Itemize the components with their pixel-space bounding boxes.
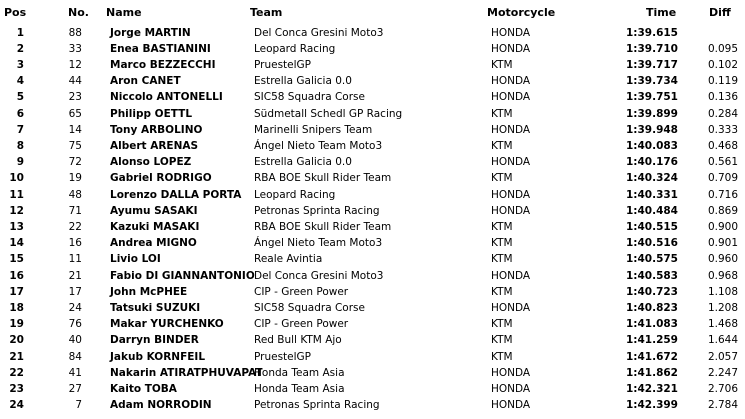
row-diff: 0.119 [707, 75, 738, 88]
row-motorcycle: KTM [491, 220, 513, 233]
row-pos: 1 [16, 26, 24, 39]
row-pos: 10 [9, 172, 24, 185]
row-team: Petronas Sprinta Racing [254, 204, 380, 217]
row-number: 21 [68, 269, 82, 282]
row-pos: 5 [16, 91, 24, 104]
row-motorcycle: HONDA [491, 382, 531, 395]
row-rider-name: Alonso LOPEZ [110, 156, 192, 169]
row-time: 1:39.717 [625, 58, 678, 71]
row-rider-name: Aron CANET [110, 75, 181, 88]
row-pos: 4 [16, 75, 24, 88]
row-time: 1:39.710 [625, 42, 678, 55]
header-motorcycle: Motorcycle [487, 6, 556, 19]
row-team: Del Conca Gresini Moto3 [254, 26, 384, 39]
row-time: 1:40.515 [625, 220, 678, 233]
row-team: Estrella Galicia 0.0 [254, 156, 352, 169]
row-diff: 2.057 [707, 350, 738, 363]
table-row [0, 300, 745, 316]
row-pos: 18 [9, 301, 24, 314]
row-time: 1:39.734 [625, 75, 678, 88]
row-pos: 17 [9, 285, 24, 298]
row-number: 72 [68, 156, 82, 169]
row-diff: 0.561 [707, 156, 738, 169]
row-rider-name: Adam NORRODIN [110, 399, 212, 412]
row-pos: 6 [16, 107, 24, 120]
row-time: 1:40.823 [625, 301, 678, 314]
row-time: 1:40.083 [625, 139, 678, 152]
row-number: 23 [68, 91, 82, 104]
row-pos: 3 [16, 58, 24, 71]
row-diff: 0.709 [707, 172, 738, 185]
row-pos: 11 [9, 188, 24, 201]
row-time: 1:40.575 [625, 253, 678, 266]
row-team: Red Bull KTM Ajo [254, 334, 342, 347]
row-motorcycle: HONDA [491, 75, 531, 88]
table-row [0, 73, 745, 89]
row-motorcycle: HONDA [491, 91, 531, 104]
row-motorcycle: KTM [491, 58, 513, 71]
row-number: 88 [68, 26, 82, 39]
row-rider-name: Tony ARBOLINO [110, 123, 203, 136]
row-number: 7 [75, 399, 82, 412]
row-diff: 0.900 [707, 220, 738, 233]
row-pos: 23 [9, 382, 24, 395]
row-number: 41 [68, 366, 82, 379]
row-diff: 1.108 [707, 285, 738, 298]
table-row [0, 89, 745, 105]
row-time: 1:41.259 [625, 334, 678, 347]
row-time: 1:39.948 [625, 123, 678, 136]
row-number: 14 [68, 123, 82, 136]
row-number: 75 [68, 139, 82, 152]
table-row [0, 187, 745, 203]
table-row [0, 203, 745, 219]
row-motorcycle: KTM [491, 139, 513, 152]
row-motorcycle: HONDA [491, 366, 531, 379]
row-rider-name: Fabio DI GIANNANTONIO [110, 269, 255, 282]
row-pos: 7 [16, 123, 24, 136]
row-pos: 21 [9, 350, 24, 363]
row-rider-name: Makar YURCHENKO [110, 318, 224, 331]
table-row [0, 235, 745, 251]
row-rider-name: Marco BEZZECCHI [110, 58, 216, 71]
table-row [0, 106, 745, 122]
row-rider-name: Philipp OETTL [110, 107, 193, 120]
row-diff: 2.247 [707, 366, 738, 379]
row-motorcycle: KTM [491, 172, 513, 185]
row-diff: 0.960 [707, 253, 738, 266]
table-row [0, 365, 745, 381]
row-rider-name: Kaito TOBA [110, 382, 177, 395]
row-rider-name: Nakarin ATIRATPHUVAPAT [110, 366, 263, 379]
row-number: 22 [68, 220, 82, 233]
header-no: No. [68, 6, 89, 19]
row-motorcycle: KTM [491, 318, 513, 331]
row-diff: 0.102 [707, 58, 738, 71]
row-motorcycle: KTM [491, 107, 513, 120]
row-pos: 16 [9, 269, 24, 282]
row-motorcycle: HONDA [491, 269, 531, 282]
table-row [0, 25, 745, 41]
row-rider-name: Kazuki MASAKI [110, 220, 200, 233]
row-pos: 24 [9, 399, 24, 412]
row-time: 1:40.723 [625, 285, 678, 298]
row-number: 12 [68, 58, 82, 71]
row-motorcycle: HONDA [491, 26, 531, 39]
row-diff: 0.968 [707, 269, 738, 282]
row-rider-name: Jakub KORNFEIL [110, 350, 206, 363]
row-motorcycle: HONDA [491, 42, 531, 55]
row-time: 1:40.516 [625, 237, 678, 250]
row-time: 1:41.672 [625, 350, 678, 363]
row-team: Del Conca Gresini Moto3 [254, 269, 384, 282]
row-team: RBA BOE Skull Rider Team [254, 172, 392, 185]
row-time: 1:42.321 [625, 382, 678, 395]
row-time: 1:40.484 [625, 204, 678, 217]
row-diff: 0.095 [707, 42, 738, 55]
row-number: 17 [68, 285, 82, 298]
row-pos: 13 [9, 220, 24, 233]
row-number: 24 [68, 301, 82, 314]
row-pos: 12 [9, 204, 24, 217]
row-diff: 1.208 [707, 301, 738, 314]
table-row [0, 316, 745, 332]
row-motorcycle: HONDA [491, 123, 531, 136]
row-time: 1:40.324 [625, 172, 678, 185]
row-rider-name: Andrea MIGNO [110, 237, 197, 250]
row-pos: 9 [16, 156, 24, 169]
row-pos: 15 [9, 253, 24, 266]
row-rider-name: Enea BASTIANINI [110, 42, 211, 55]
row-motorcycle: HONDA [491, 301, 531, 314]
row-time: 1:42.399 [625, 399, 678, 412]
row-rider-name: Tatsuki SUZUKI [110, 301, 201, 314]
row-motorcycle: KTM [491, 350, 513, 363]
row-diff: 1.644 [707, 334, 738, 347]
row-time: 1:41.862 [625, 366, 678, 379]
row-rider-name: Lorenzo DALLA PORTA [110, 188, 242, 201]
row-diff: 0.468 [707, 139, 738, 152]
table-row [0, 138, 745, 154]
table-row [0, 284, 745, 300]
table-row [0, 170, 745, 186]
row-number: 44 [68, 75, 82, 88]
row-pos: 22 [9, 366, 24, 379]
row-motorcycle: HONDA [491, 156, 531, 169]
row-rider-name: Darryn BINDER [110, 334, 199, 347]
table-row [0, 332, 745, 348]
row-motorcycle: KTM [491, 334, 513, 347]
row-team: Marinelli Snipers Team [254, 123, 373, 136]
row-motorcycle: KTM [491, 285, 513, 298]
row-number: 84 [68, 350, 82, 363]
row-number: 40 [68, 334, 82, 347]
row-team: PruestelGP [254, 350, 312, 363]
row-number: 11 [68, 253, 82, 266]
row-rider-name: Niccolo ANTONELLI [110, 91, 223, 104]
row-time: 1:41.083 [625, 318, 678, 331]
table-row [0, 154, 745, 170]
row-team: RBA BOE Skull Rider Team [254, 220, 392, 233]
row-number: 16 [68, 237, 82, 250]
row-team: Leopard Racing [254, 188, 336, 201]
header-pos: Pos [4, 6, 27, 19]
row-time: 1:39.615 [625, 26, 678, 39]
row-team: SIC58 Squadra Corse [254, 91, 365, 104]
table-row [0, 397, 745, 413]
row-team: CIP - Green Power [254, 318, 349, 331]
row-diff: 0.901 [707, 237, 738, 250]
row-pos: 14 [9, 237, 24, 250]
row-team: SIC58 Squadra Corse [254, 301, 365, 314]
row-pos: 8 [16, 139, 24, 152]
table-row [0, 57, 745, 73]
row-motorcycle: HONDA [491, 399, 531, 412]
row-pos: 19 [9, 318, 24, 331]
row-rider-name: John McPHEE [110, 285, 188, 298]
row-team: Leopard Racing [254, 42, 336, 55]
table-row [0, 349, 745, 365]
row-motorcycle: HONDA [491, 188, 531, 201]
header-team: Team [250, 6, 283, 19]
row-rider-name: Albert ARENAS [110, 139, 199, 152]
table-row [0, 381, 745, 397]
row-rider-name: Ayumu SASAKI [110, 204, 198, 217]
table-row [0, 219, 745, 235]
row-team: Honda Team Asia [254, 382, 345, 395]
table-row [0, 41, 745, 57]
row-diff: 1.468 [707, 318, 738, 331]
row-diff: 0.136 [707, 91, 738, 104]
row-rider-name: Jorge MARTIN [110, 26, 191, 39]
row-number: 19 [68, 172, 82, 185]
row-diff: 0.284 [707, 107, 738, 120]
row-team: Ángel Nieto Team Moto3 [254, 139, 383, 152]
row-time: 1:40.331 [625, 188, 678, 201]
table-row [0, 122, 745, 138]
row-number: 76 [68, 318, 82, 331]
row-diff: 2.706 [707, 382, 738, 395]
row-number: 65 [68, 107, 82, 120]
row-team: Südmetall Schedl GP Racing [254, 107, 403, 120]
table-row [0, 268, 745, 284]
row-time: 1:39.899 [625, 107, 678, 120]
row-pos: 2 [16, 42, 24, 55]
table-header [0, 5, 745, 21]
row-team: Honda Team Asia [254, 366, 345, 379]
row-pos: 20 [9, 334, 24, 347]
row-diff: 0.716 [707, 188, 738, 201]
row-rider-name: Gabriel RODRIGO [110, 172, 212, 185]
row-rider-name: Livio LOI [110, 253, 161, 266]
header-time: Time [646, 6, 677, 19]
row-number: 71 [68, 204, 82, 217]
row-motorcycle: HONDA [491, 204, 531, 217]
row-team: CIP - Green Power [254, 285, 349, 298]
row-time: 1:39.751 [625, 91, 678, 104]
row-diff: 2.784 [707, 399, 738, 412]
row-diff: 0.869 [707, 204, 738, 217]
row-team: Reale Avintia [254, 253, 323, 266]
row-team: Estrella Galicia 0.0 [254, 75, 352, 88]
row-team: Petronas Sprinta Racing [254, 399, 380, 412]
header-diff: Diff [709, 6, 731, 19]
row-team: Ángel Nieto Team Moto3 [254, 237, 383, 250]
row-team: PruestelGP [254, 58, 312, 71]
table-row [0, 251, 745, 267]
row-number: 27 [68, 382, 82, 395]
row-number: 48 [68, 188, 82, 201]
row-number: 33 [68, 42, 82, 55]
row-motorcycle: KTM [491, 253, 513, 266]
row-time: 1:40.176 [625, 156, 678, 169]
row-diff: 0.333 [707, 123, 738, 136]
header-name: Name [106, 6, 142, 19]
row-motorcycle: KTM [491, 237, 513, 250]
row-time: 1:40.583 [625, 269, 678, 282]
